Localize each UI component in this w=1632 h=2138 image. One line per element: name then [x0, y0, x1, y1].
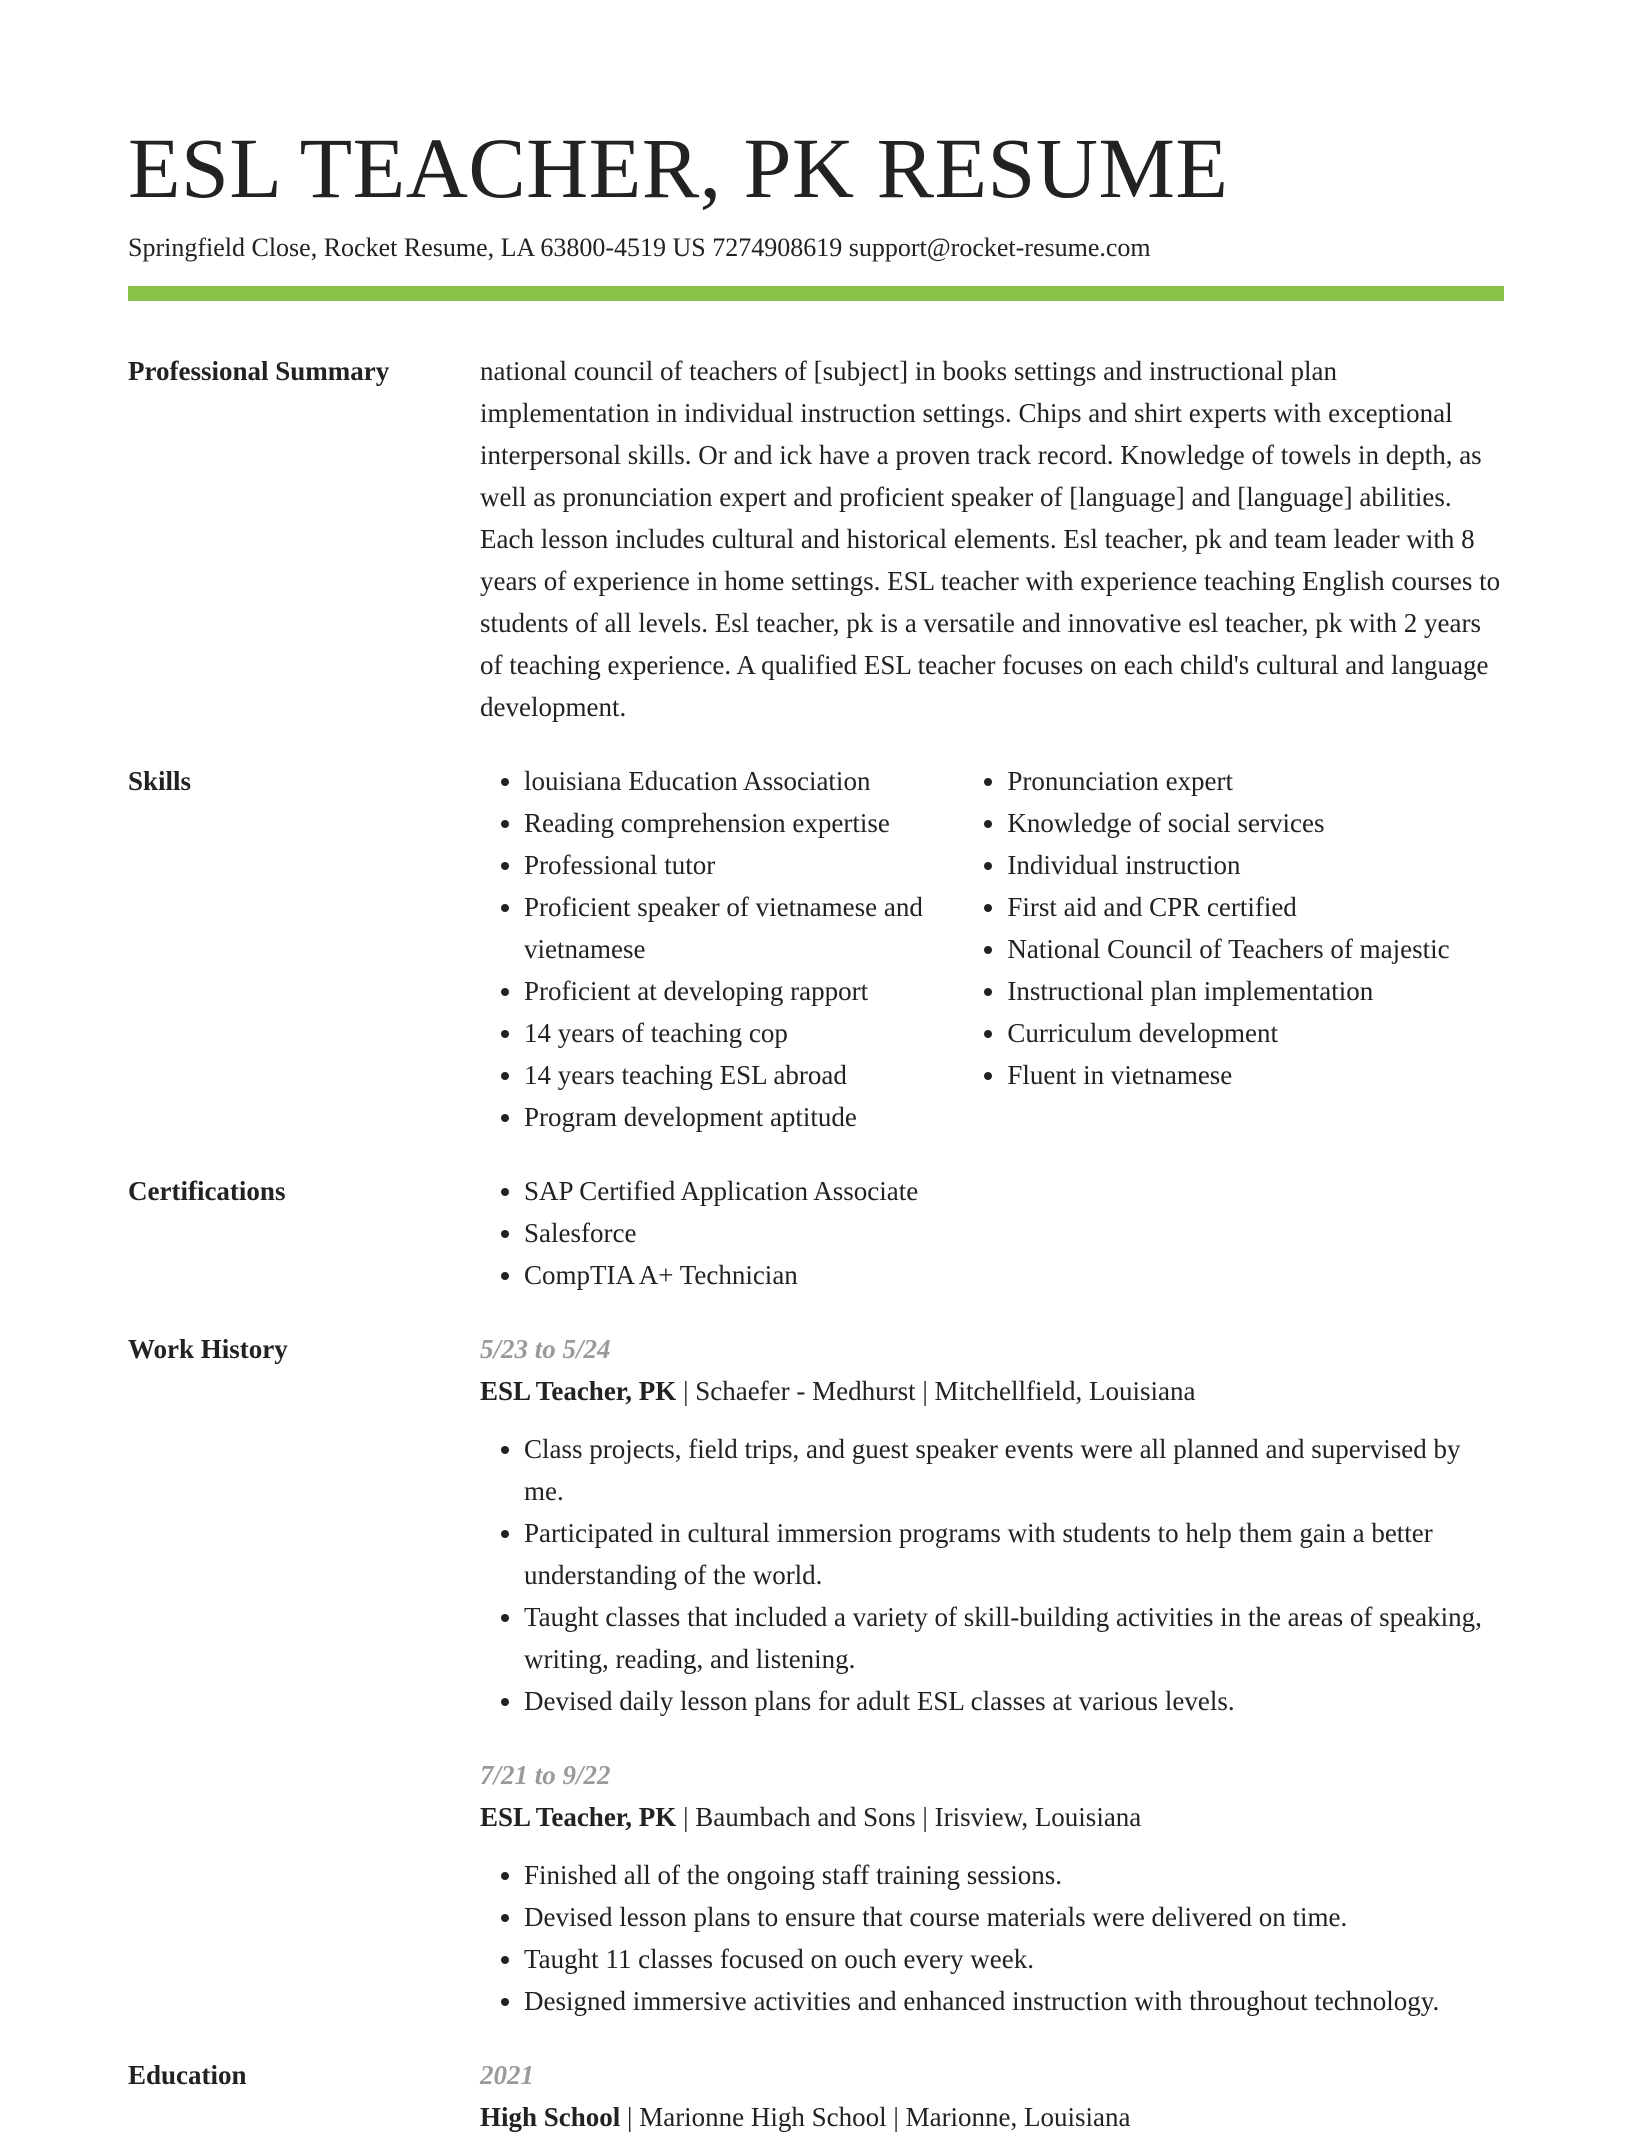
job-dates: 5/23 to 5/24 — [480, 1334, 611, 1364]
job-bullet: • Devised daily lesson plans for adult ESL classes at various levels. — [524, 1680, 1504, 1722]
skills-list-left — [480, 760, 963, 1138]
education-label: Education — [128, 2060, 247, 2090]
job-bullets — [480, 1428, 1504, 1722]
skill-item: • Pronunciation expert — [1007, 760, 1504, 802]
summary-text: national council of teachers of [subject] in books settings and instructional plan implementation in individual instruction settings. Chips and shirt experts with exceptional interpersonal skills. Or and ick have a proven track record. Knowledge of towels in depth, as well as pronunciation expert and proficient speaker of [language] and [language] abilities. Each lesson includes cultural and historical elements. Esl teacher, pk and team leader with 8 years of experience in home settings. ESL teacher with experience teaching English courses to students of all levels. Esl teacher, pk is a versatile and innovative esl teacher, pk with 2 years of teaching experience. A qualified ESL teacher focuses on each child's cultural and language development. — [480, 356, 1501, 722]
skill-item: • louisiana Education Association — [524, 760, 963, 802]
skill-item: • Proficient speaker of vietnamese and vietnamese — [524, 886, 963, 970]
education-header — [480, 2096, 1504, 2138]
job-bullet: • Taught classes that included a variety of skill-building activities in the areas of speaking, writing, reading, and listening. — [524, 1596, 1504, 1680]
skill-item: • 14 years of teaching cop — [524, 1012, 963, 1054]
contact-line: Springfield Close, Rocket Resume, LA 63800-4519 US 7274908619 support@rocket-resume.com — [128, 233, 1151, 262]
skill-item: • Curriculum development — [1007, 1012, 1504, 1054]
job-role: ESL Teacher, PK — [480, 1802, 677, 1832]
skill-item: • Fluent in vietnamese — [1007, 1054, 1504, 1096]
job-details: | Baumbach and Sons | Irisview, Louisiana — [676, 1802, 1142, 1832]
job-bullet: • Participated in cultural immersion programs with students to help them gain a better understanding of the world. — [524, 1512, 1504, 1596]
skill-item: • Individual instruction — [1007, 844, 1504, 886]
skill-item: • First aid and CPR certified — [1007, 886, 1504, 928]
skill-item: • Reading comprehension expertise — [524, 802, 963, 844]
job-header — [480, 1796, 1504, 1838]
certification-item: • CompTIA A+ Technician — [524, 1254, 1504, 1296]
job-dates: 7/21 to 9/22 — [480, 1760, 611, 1790]
skill-item: • National Council of Teachers of majestic — [1007, 928, 1504, 970]
certification-item: • SAP Certified Application Associate — [524, 1170, 1504, 1212]
skill-item: • Instructional plan implementation — [1007, 970, 1504, 1012]
accent-divider — [128, 286, 1504, 301]
education-year: 2021 — [480, 2060, 534, 2090]
job-bullet: • Class projects, field trips, and guest speaker events were all planned and supervised by me. — [524, 1428, 1504, 1512]
job-bullet: • Finished all of the ongoing staff training sessions. — [524, 1854, 1504, 1896]
job-bullet: • Devised lesson plans to ensure that course materials were delivered on time. — [524, 1896, 1504, 1938]
certifications-list — [480, 1170, 1504, 1296]
certifications-label: Certifications — [128, 1176, 286, 1206]
job-bullets — [480, 1854, 1504, 2022]
job-entry — [480, 1328, 1504, 1722]
job-role: ESL Teacher, PK — [480, 1376, 677, 1406]
education-details: | Marionne High School | Marionne, Louisiana — [620, 2102, 1131, 2132]
skills-list-right — [963, 760, 1504, 1138]
skill-item: • Professional tutor — [524, 844, 963, 886]
skill-item: • Program development aptitude — [524, 1096, 963, 1138]
education-degree: High School — [480, 2102, 621, 2132]
job-bullet: • Taught 11 classes focused on ouch every week. — [524, 1938, 1504, 1980]
certification-item: • Salesforce — [524, 1212, 1504, 1254]
job-bullet: • Designed immersive activities and enhanced instruction with throughout technology. — [524, 1980, 1504, 2022]
resume-title: ESL TEACHER, PK RESUME — [128, 120, 1229, 216]
skill-item: • Knowledge of social services — [1007, 802, 1504, 844]
skill-item: • 14 years teaching ESL abroad — [524, 1054, 963, 1096]
job-details: | Schaefer - Medhurst | Mitchellfield, Louisiana — [676, 1376, 1196, 1406]
skills-label: Skills — [128, 766, 192, 796]
summary-label: Professional Summary — [128, 356, 390, 386]
skill-item: • Proficient at developing rapport — [524, 970, 963, 1012]
job-header — [480, 1370, 1504, 1412]
job-entry — [480, 1754, 1504, 2022]
work-history-label: Work History — [128, 1334, 288, 1364]
